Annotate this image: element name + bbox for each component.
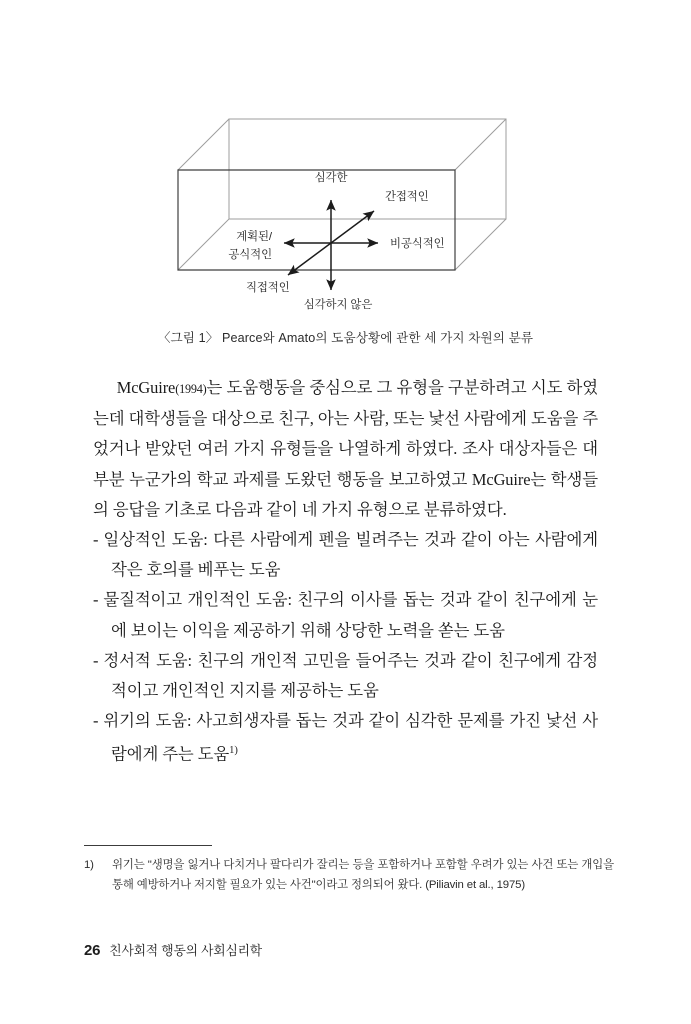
footnote-reference-link[interactable]: 1) — [229, 745, 238, 757]
figure-1 — [0, 108, 691, 346]
axis-label-horizontal-left-line2: 공식적인 — [228, 249, 272, 261]
list-item — [93, 646, 598, 706]
intro-paragraph — [93, 373, 598, 525]
axis-label-horizontal-left-line1: 계획된/ — [236, 231, 272, 243]
help-type-list — [93, 525, 598, 770]
figure-graphic — [0, 108, 691, 323]
list-dash: - — [93, 711, 99, 731]
list-dash: - — [93, 530, 99, 550]
axis-label-horizontal-right: 비공식적인 — [390, 238, 445, 250]
three-dimensional-box-svg — [0, 108, 691, 323]
footnote-entry — [84, 856, 614, 895]
list-item-text: 물질적이고 개인적인 도움: 친구의 이사를 돕는 것과 같이 친구에게 눈에 보이는 이익을 제공하기 위해 상당한 노력을 쏟는 도움 — [103, 590, 598, 640]
list-dash: - — [93, 650, 99, 670]
box-front-face — [178, 170, 455, 270]
list-item — [93, 585, 598, 645]
axis-label-vertical-top: 심각한 — [314, 172, 348, 184]
book-title: 친사회적 행동의 사회심리학 — [109, 943, 262, 958]
axis-label-diagonal-lower: 직접적인 — [246, 282, 290, 294]
list-item — [93, 706, 598, 770]
list-item-text: 위기의 도움: 사고희생자를 돕는 것과 같이 심각한 문제를 가진 낯선 사람에게 주는 도움 — [103, 711, 598, 764]
lead-citation-year: (1994) — [175, 382, 207, 396]
page-footer — [84, 940, 262, 959]
footnote-separator-rule — [84, 845, 212, 846]
list-item — [93, 525, 598, 585]
axis-label-vertical-bottom: 심각하지 않은 — [303, 299, 373, 311]
list-dash: - — [93, 590, 99, 610]
page-number: 26 — [84, 942, 101, 959]
figure-caption: 〈그림 1〉 Pearce와 Amato의 도움상황에 관한 세 가지 차원의 분류 — [157, 331, 534, 345]
footnote-area — [84, 845, 614, 895]
axis-lines — [284, 200, 378, 290]
box-depth-edges — [178, 119, 506, 270]
lead-author-name: McGuire — [116, 378, 176, 397]
footnote-text: 위기는 "생명을 잃거나 다치거나 팔다리가 잘리는 등을 포함하거나 포함할 우려가 있는 사건 또는 개입을 통해 예방하거나 저지할 필요가 있는 사건"이라고 정의되어 왔다. (Piliavin et al., 1975) — [112, 859, 614, 891]
intro-paragraph-text: 는 도움행동을 중심으로 그 유형을 구분하려고 시도 하였는데 대학생들을 대상으로 친구, 아는 사람, 또는 낯선 사람에게 도움을 주었거나 받았던 여러 가지 유형들을 나열하게 하였다. 조사 대상자들은 대부분 누군가의 학교 과제를 도왔던 행동을 보고하였고 McGuire는 학생들의 응답을 기초로 다음과 같이 네 가지 유형으로 분류하였다. — [93, 378, 598, 519]
list-item-text: 정서적 도움: 친구의 개인적 고민을 들어주는 것과 같이 친구에게 감정적이고 개인적인 지지를 제공하는 도움 — [103, 650, 598, 701]
axis-label-diagonal-upper: 간접적인 — [385, 191, 429, 203]
body-content — [93, 373, 598, 770]
footnote-marker: 1) — [84, 859, 94, 871]
list-item-text: 일상적인 도움: 다른 사람에게 펜을 빌려주는 것과 같이 아는 사람에게 작은 호의를 베푸는 도움 — [103, 530, 598, 580]
box-back-face — [229, 119, 506, 219]
